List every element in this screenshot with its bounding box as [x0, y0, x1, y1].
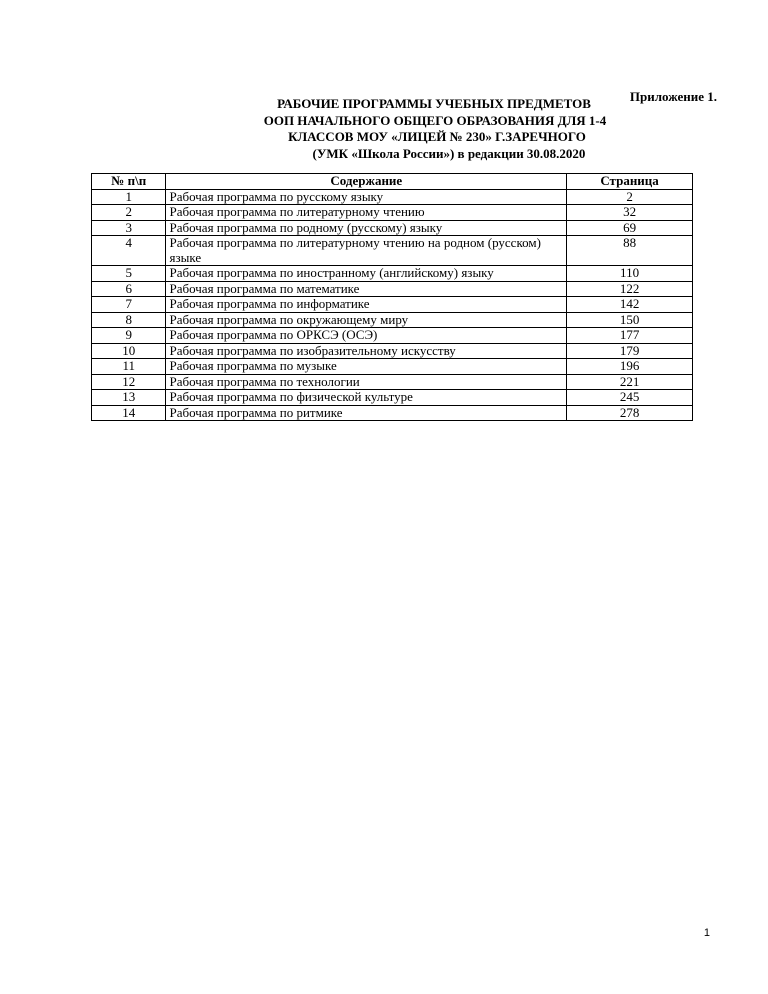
header-content: Содержание	[166, 174, 567, 190]
row-page: 179	[567, 343, 693, 359]
row-content: Рабочая программа по окружающему миру	[166, 312, 567, 328]
table-row	[92, 405, 693, 421]
table-row	[92, 236, 693, 266]
table-row	[92, 266, 693, 282]
row-content: Рабочая программа по информатике	[166, 297, 567, 313]
row-number: 14	[92, 405, 166, 421]
row-content: Рабочая программа по изобразительному искусству	[166, 343, 567, 359]
row-number: 1	[92, 189, 166, 205]
row-page: 278	[567, 405, 693, 421]
row-number: 9	[92, 328, 166, 344]
row-page: 69	[567, 220, 693, 236]
table-row	[92, 281, 693, 297]
row-content: Рабочая программа по математике	[166, 281, 567, 297]
row-number: 10	[92, 343, 166, 359]
table-row	[92, 220, 693, 236]
page-number: 1	[703, 927, 710, 939]
row-page: 88	[567, 236, 693, 266]
row-page: 142	[567, 297, 693, 313]
row-content: Рабочая программа по музыке	[166, 359, 567, 375]
row-number: 11	[92, 359, 166, 375]
row-number: 3	[92, 220, 166, 236]
row-number: 7	[92, 297, 166, 313]
row-number: 2	[92, 205, 166, 221]
row-page: 2	[567, 189, 693, 205]
row-page: 150	[567, 312, 693, 328]
row-content: Рабочая программа по литературному чтению на родном (русском) языке	[166, 236, 567, 266]
appendix-label: Приложение 1.	[629, 89, 717, 104]
row-page: 196	[567, 359, 693, 375]
row-content: Рабочая программа по физической культуре	[166, 390, 567, 406]
row-page: 122	[567, 281, 693, 297]
table-row	[92, 189, 693, 205]
row-page: 32	[567, 205, 693, 221]
title-line: (УМК «Школа России») в редакции 30.08.2020	[312, 145, 586, 161]
table-row	[92, 297, 693, 313]
row-content: Рабочая программа по русскому языку	[166, 189, 567, 205]
row-page: 110	[567, 266, 693, 282]
row-content: Рабочая программа по литературному чтению	[166, 205, 567, 221]
row-page: 221	[567, 374, 693, 390]
row-page: 177	[567, 328, 693, 344]
table-row	[92, 390, 693, 406]
title-line: РАБОЧИЕ ПРОГРАММЫ УЧЕБНЫХ ПРЕДМЕТОВ	[277, 96, 591, 111]
title-line: ООП НАЧАЛЬНОГО ОБЩЕГО ОБРАЗОВАНИЯ ДЛЯ 1-4	[263, 112, 607, 128]
table-row	[92, 205, 693, 221]
row-number: 5	[92, 266, 166, 282]
table-body	[92, 189, 693, 421]
table-row	[92, 328, 693, 344]
document-title	[0, 91, 768, 162]
header-number: № п\п	[92, 174, 166, 190]
row-number: 4	[92, 236, 166, 266]
row-content: Рабочая программа по ОРКСЭ (ОСЭ)	[166, 328, 567, 344]
table-row	[92, 359, 693, 375]
row-content: Рабочая программа по технологии	[166, 374, 567, 390]
title-line: КЛАССОВ МОУ «ЛИЦЕЙ № 230» Г.ЗАРЕЧНОГО	[288, 129, 586, 144]
table-row	[92, 312, 693, 328]
row-content: Рабочая программа по родному (русскому) языку	[166, 220, 567, 236]
table-row	[92, 374, 693, 390]
row-number: 8	[92, 312, 166, 328]
contents-table	[91, 173, 693, 421]
row-content: Рабочая программа по ритмике	[166, 405, 567, 421]
row-number: 13	[92, 390, 166, 406]
header-page: Страница	[567, 174, 693, 190]
row-number: 12	[92, 374, 166, 390]
table-row	[92, 343, 693, 359]
row-page: 245	[567, 390, 693, 406]
row-number: 6	[92, 281, 166, 297]
row-content: Рабочая программа по иностранному (английскому) языку	[166, 266, 567, 282]
table-header-row	[92, 174, 693, 190]
